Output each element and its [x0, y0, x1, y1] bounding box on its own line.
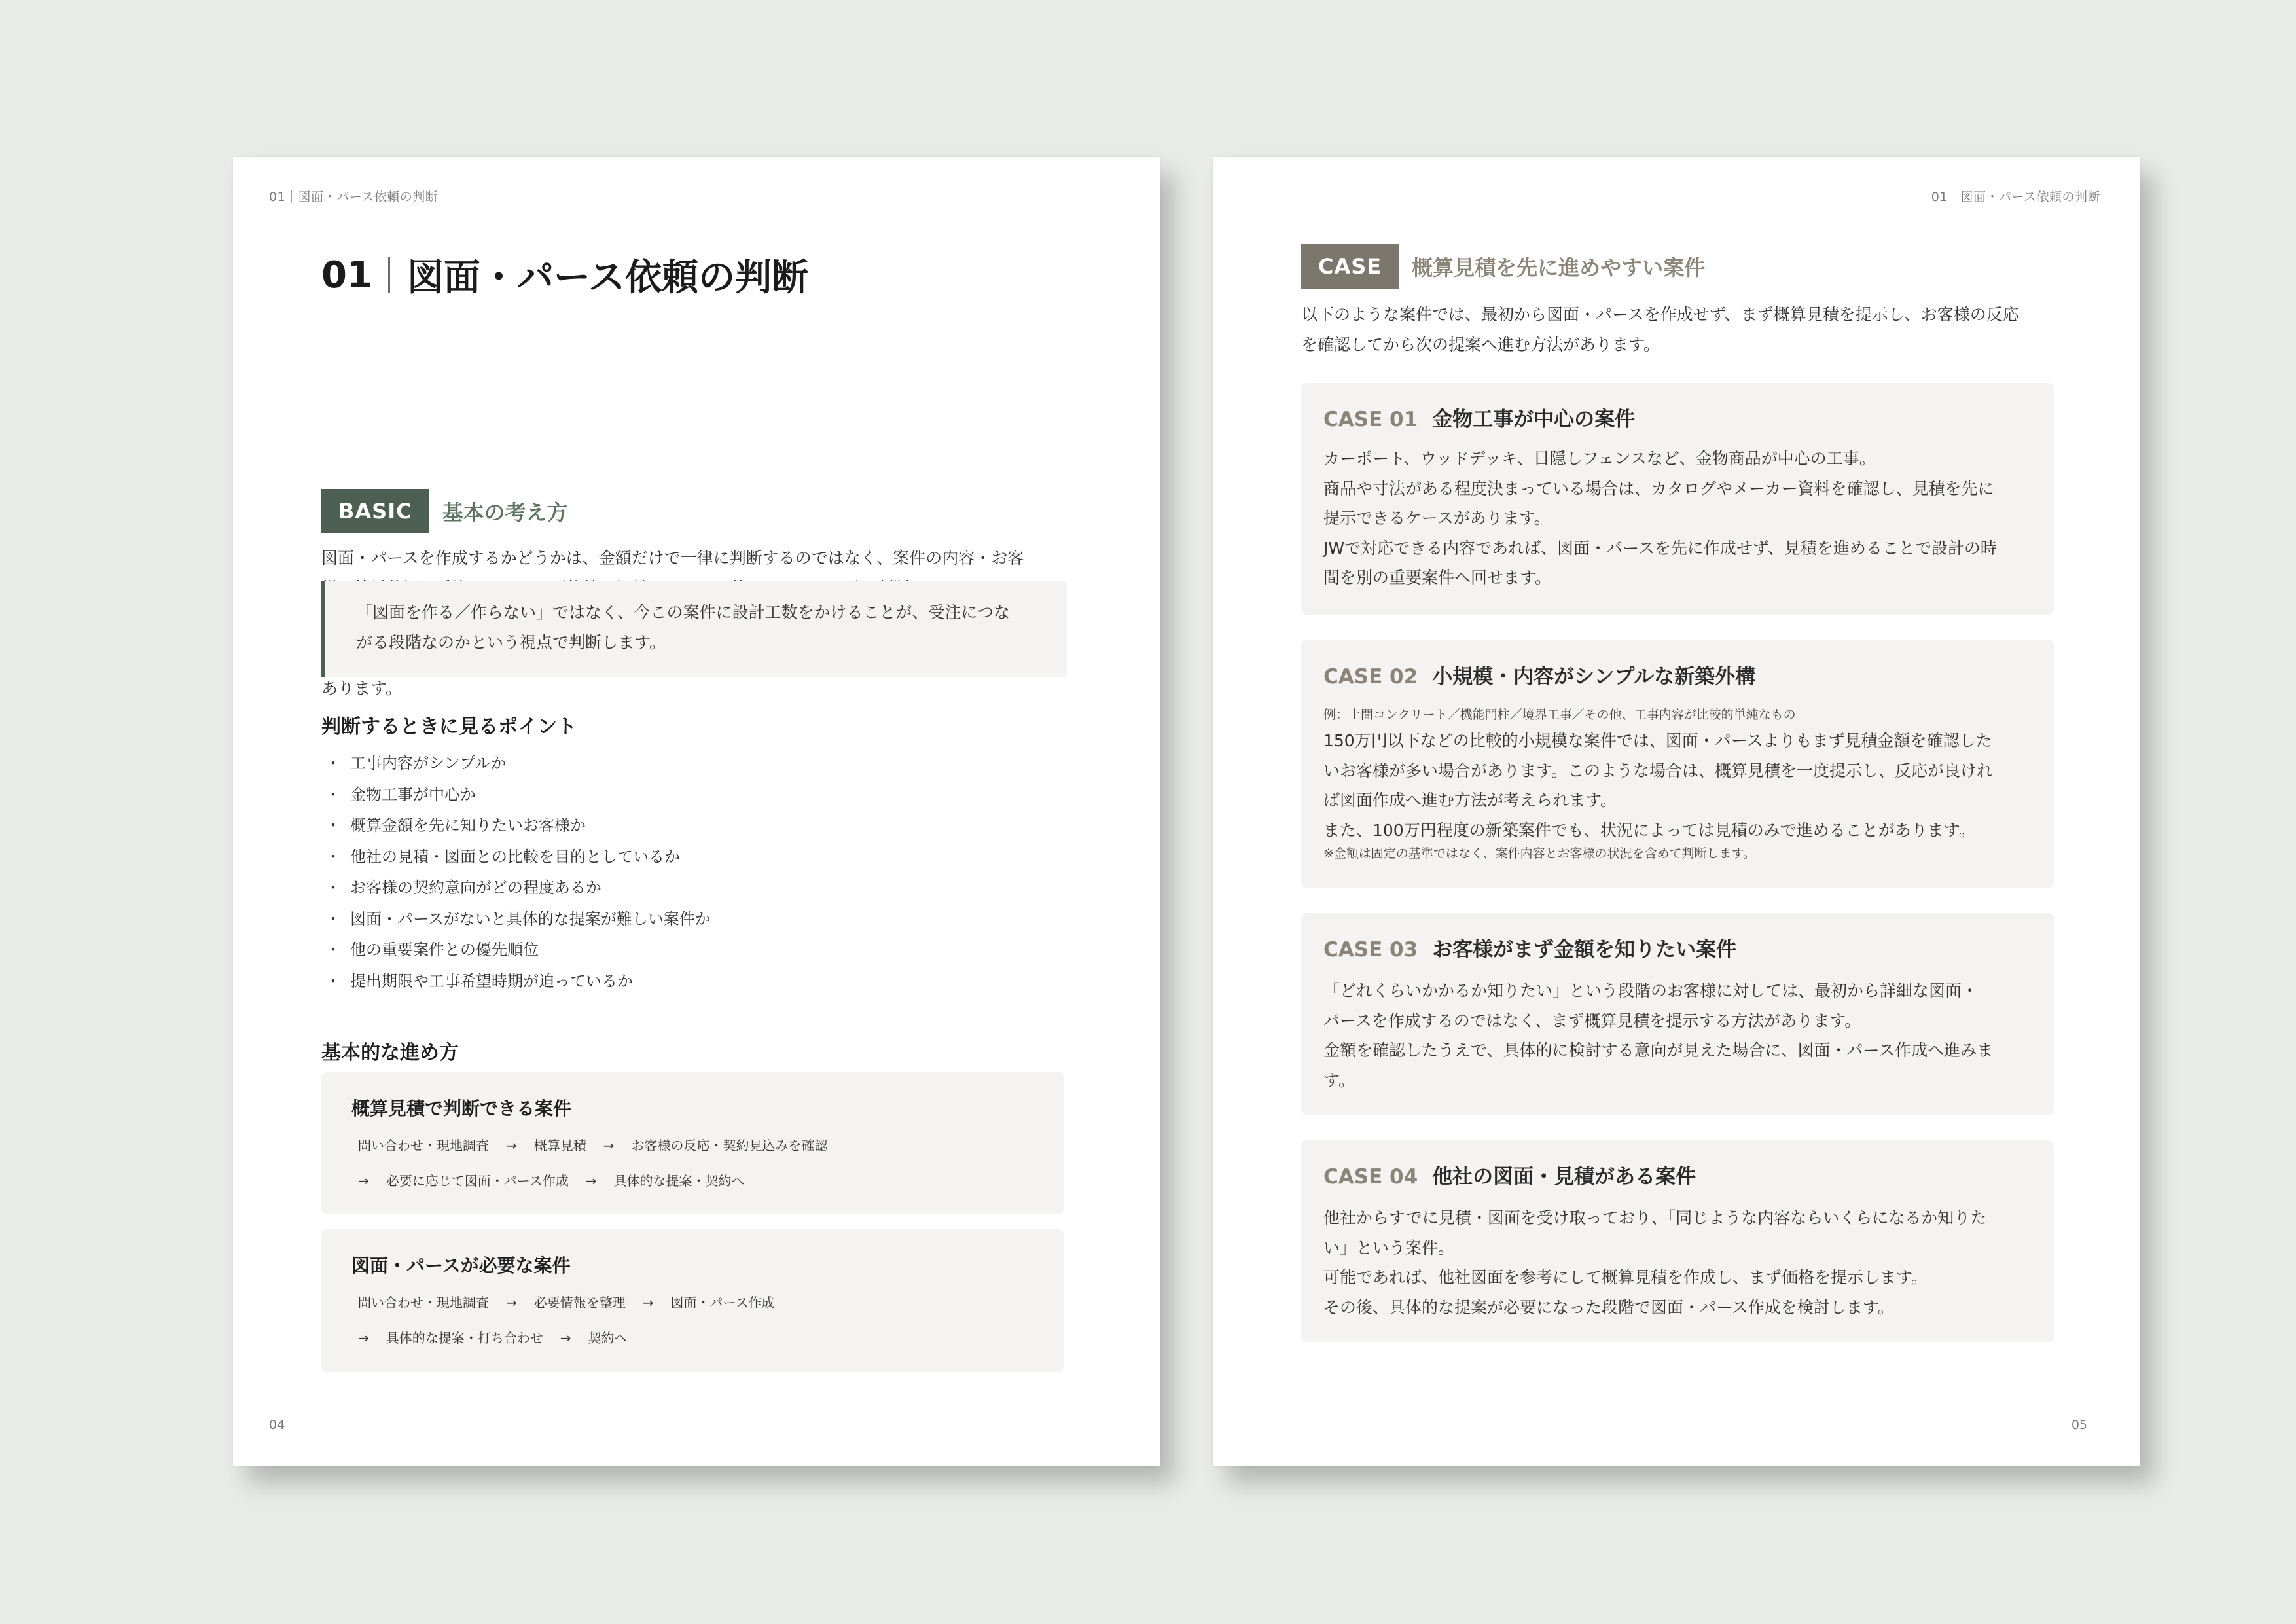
case-title: 金物工事が中心の案件 — [1432, 408, 1636, 431]
list-item: ・ 他の重要案件との優先順位 — [321, 935, 711, 966]
list-item: ・ 提出期限や工事希望時期が迫っているか — [321, 966, 711, 998]
running-head: 01｜図面・パース依頼の判断 — [269, 190, 439, 204]
bullet-mark: ・ — [325, 754, 341, 772]
case-body: カーポート、ウッドデッキ、目隠しフェンスなど、金物商品が中心の工事。 商品や寸法がある程度決まっている場合は、カタログやメーカー資料を確認し、見積を先に 提示できるケースがあります。 JWで対応できる内容であれば、図面・パースを先に作成せず、見積を進めることで設計の時 間を別の重要案件へ回せます。 — [1323, 449, 1997, 587]
case-card-02 — [1301, 640, 2054, 888]
case-title: 他社の図面・見積がある案件 — [1432, 1165, 1696, 1189]
list-item: ・ 図面・パースがないと具体的な提案が難しい案件か — [321, 904, 711, 935]
flow-line: → 必要に応じて図面・パース作成 → 具体的な提案・契約へ — [358, 1173, 745, 1189]
case-example: 例：土間コンクリート／機能門柱／境界工事／その他、工事内容が比較的単純なもの — [1323, 708, 1796, 722]
case-header — [1323, 660, 1755, 689]
flow-line: 問い合わせ・現地調査 → 必要情報を整理 → 図面・パース作成 — [358, 1295, 775, 1310]
basic-label: 基本の考え方 — [442, 500, 568, 525]
quote-line: 「図面を作る／作らない」ではなく、今この案件に設計工数をかけることが、受注につな — [356, 603, 1011, 622]
case-label: 概算見積を先に進めやすい案件 — [1412, 255, 1706, 280]
case-card-01 — [1301, 383, 2054, 615]
case-number: CASE 04 — [1323, 1165, 1418, 1189]
flow-box-drawing — [321, 1229, 1064, 1372]
running-head: 01｜図面・パース依頼の判断 — [1931, 190, 2100, 204]
list-item: ・ 金物工事が中心か — [321, 780, 711, 811]
key-quote-box — [321, 581, 1067, 677]
flow-title: 図面・パースが必要な案件 — [351, 1255, 571, 1276]
page-left — [233, 157, 1160, 1466]
case-number: CASE 01 — [1323, 408, 1418, 431]
case-section-header — [1301, 244, 1705, 289]
case-body: 例：土間コンクリート／機能門柱／境界工事／その他、工事内容が比較的単純なもの 150万円以下などの比較的小規模な案件では、図面・パースよりもまず見積金額を確認した いお客様が多い場合があります。このような場合は、概算見積を一度提示し、反応が良けれ ば図面作成へ進む方法が考えられます。 また、100万円程度の新築案件でも、状況によっては見積のみで進めることがあります。 ※金額は固定の基準ではなく、案件内容とお客様の状況を含めて判断します。 — [1323, 704, 2032, 862]
list-item: ・ お客様の契約意向がどの程度あるか — [321, 873, 711, 904]
points-list — [321, 748, 711, 997]
case-intro-paragraph — [1301, 300, 2019, 360]
flow-title: 概算見積で判断できる案件 — [351, 1098, 572, 1119]
chapter-number: 01 — [321, 253, 372, 297]
bullet-mark: ・ — [325, 816, 341, 835]
case-header — [1323, 1160, 1696, 1189]
flow-line: 問い合わせ・現地調査 → 概算見積 → お客様の反応・契約見込みを確認 — [358, 1138, 828, 1153]
bullet-mark: ・ — [325, 878, 341, 897]
chapter-divider — [388, 257, 390, 293]
case-header — [1323, 933, 1736, 962]
case-title: 小規模・内容がシンプルな新築外構 — [1432, 665, 1756, 689]
bullet-mark: ・ — [325, 941, 341, 959]
bullet-mark: ・ — [325, 909, 341, 928]
intro-line: 以下のような案件では、最初から図面・パースを作成せず、まず概算見積を提示し、お客様の反応 — [1301, 305, 2019, 324]
list-item: ・ 工事内容がシンプルか — [321, 748, 711, 780]
list-item: ・ 他社の見積・図面との比較を目的としているか — [321, 842, 711, 873]
basic-section-header — [321, 489, 568, 533]
case-card-03 — [1301, 913, 2054, 1115]
bullet-mark: ・ — [325, 847, 341, 866]
page-number: 04 — [269, 1418, 285, 1432]
case-card-04 — [1301, 1140, 2054, 1342]
page-number: 05 — [2071, 1418, 2087, 1432]
case-number: CASE 02 — [1323, 665, 1418, 689]
flow-line: → 具体的な提案・打ち合わせ → 契約へ — [358, 1330, 628, 1346]
points-heading: 判断するときに見るポイント — [321, 715, 577, 738]
bullet-mark: ・ — [325, 971, 341, 990]
case-number: CASE 03 — [1323, 938, 1418, 962]
intro-line: 図面・パースを作成するかどうかは、金額だけで一律に判断するのではなく、案件の内容・お客 — [321, 549, 1024, 568]
case-header — [1323, 403, 1635, 432]
list-item: ・ 概算金額を先に知りたいお客様か — [321, 810, 711, 842]
chapter-title-text: 図面・パース依頼の判断 — [406, 257, 809, 299]
case-body: 「どれくらいかかるか知りたい」という段階のお客様に対しては、最初から詳細な図面・ パースを作成するのではなく、まず概算見積を提示する方法があります。 金額を確認したうえで、具体的に検討する意向が見えた場合に、図面・パース作成へ進みま す。 — [1323, 981, 1994, 1090]
page-right — [1213, 157, 2140, 1466]
case-note: ※金額は固定の基準ではなく、案件内容とお客様の状況を含めて判断します。 — [1323, 846, 1756, 861]
flow-heading: 基本的な進め方 — [321, 1041, 459, 1064]
basic-tag: BASIC — [321, 489, 429, 533]
quote-line: がる段階なのかという視点で判断します。 — [356, 633, 666, 652]
intro-line: を確認してから次の提案へ進む方法があります。 — [1301, 335, 1660, 354]
case-tag: CASE — [1301, 244, 1399, 289]
detail-line: あります。 — [321, 679, 403, 698]
case-title: お客様がまず金額を知りたい案件 — [1432, 938, 1737, 962]
chapter-title — [321, 249, 808, 301]
flow-box-estimate — [321, 1072, 1064, 1214]
bullet-mark: ・ — [325, 785, 341, 804]
case-body: 他社からすでに見積・図面を受け取っており、「同じような内容ならいくらになるか知りた い」という案件。 可能であれば、他社図面を参考にして概算見積を作成し、まず価格を提示します。 その後、具体的な提案が必要になった段階で図面・パース作成を検討します。 — [1323, 1208, 1987, 1317]
